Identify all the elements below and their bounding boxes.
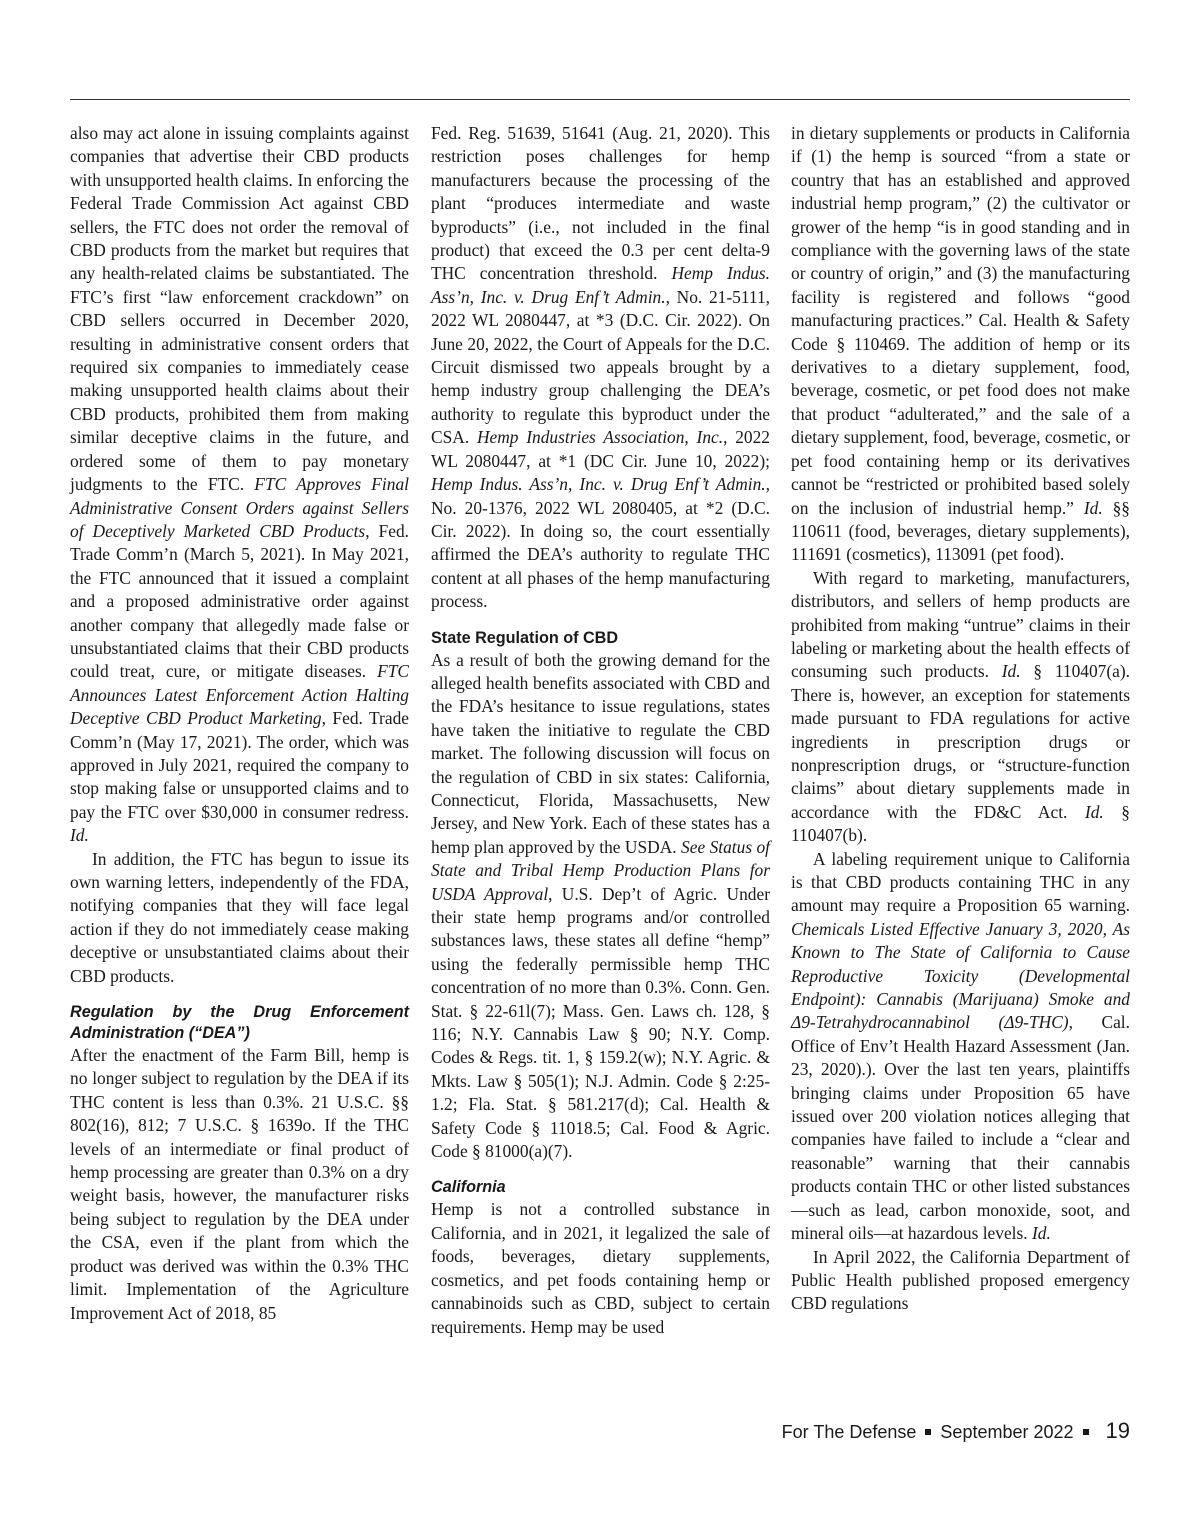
header-rule [70, 99, 1130, 100]
section-heading: California [431, 1178, 506, 1197]
paragraph: Fed. Reg. 51639, 51641 (Aug. 21, 2020). This restriction poses challenges for hemp manufacturers because the processing of the plant “produces intermediate and waste byproducts” (i.e., not included in the final product) that exceed the 0.3 per cent delta-9 THC concentration threshold. Hemp Indus. Ass’n, Inc. v. Drug Enf’t Admin., No. 21-5111, 2022 WL 2080447, at *3 (D.C. Cir. 2022). On June 20, 2022, the Court of Appeals for the D.C. Circuit dismissed two appeals brought by a hemp industry group challenging the DEA’s authority to regulate this byproduct under the CSA. Hemp Industries Association, Inc., 2022 WL 2080447, at *1 (DC Cir. June 10, 2022); Hemp Indus. Ass’n, Inc. v. Drug Enf’t Admin., No. 20-1376, 2022 WL 2080405, at *2 (D.C. Cir. 2022). In doing so, the court essentially affirmed the DEA’s authority to regulate THC content at all phases of the hemp manufacturing process. [431, 123, 771, 612]
paragraph: A labeling requirement unique to California is that CBD products containing THC in any amount may require a Proposition 65 warning. Chemicals Listed Effective January 3, 2020, As Known to The State of California to Cause Reproductive Toxicity (Developmental Endpoint): Cannabis (Marijuana) Smoke and Δ9-Tetrahydrocannabinol (Δ9-THC), Cal. Office of Env’t Health Hazard Assessment (Jan. 23, 2020).). Over the last ten years, plaintiffs bringing claims under Proposition 65 have issued over 200 violation notices alleging that companies have failed to include a “clear and reasonable” warning that their cannabis products contain THC or other listed substances—such as lead, carbon monoxide, soot, and mineral oils—at hazardous levels. Id. [791, 848, 1130, 1244]
separator-square-icon [925, 1429, 931, 1435]
section-heading: State Regulation of CBD [431, 628, 619, 647]
paragraph: As a result of both the growing demand for the alleged health benefits associated with CBD and the FDA’s hesitance to issue regulations, states have taken the initiative to regulate the CBD market. The following discussion will focus on the regulation of CBD in six states: California, Connecticut, Florida, Massachusetts, New Jersey, and New York. Each of these states has a hemp plan approved by the USDA. See Status of State and Tribal Hemp Production Plans for USDA Approval, U.S. Dep’t of Agric. Under their state hemp programs and/or controlled substances laws, these states all define “hemp” using the federally permissible hemp THC concentration of no more than 0.3%. Conn. Gen. Stat. § 22-61l(7); Mass. Gen. Laws ch. 128, § 116; N.Y. Cannabis Law § 90; N.Y. Comp. Codes & Regs. tit. 1, § 159.2(w); N.Y. Agric. & Mkts. Law § 505(1); N.J. Admin. Code § 2:25-1.2; Fla. Stat. § 581.217(d); Cal. Health & Safety Code § 11018.5; Cal. Food & Agric. Code § 81000(a)(7). [431, 649, 771, 1162]
paragraph: in dietary supplements or products in California if (1) the hemp is sourced “from a state or country that has an established and approved industrial hemp program,” (2) the cultivator or grower of the hemp “is in good standing and in compliance with the governing laws of the state or country of origin,” and (3) the manufacturing facility is registered and follows “good manufacturing practices.” Cal. Health & Safety Code § 110469. The addition of hemp or its derivatives to a dietary supplement, food, beverage, cosmetic, or pet food does not make that product “adulterated,” and the sale of a dietary supplement, food, beverage, cosmetic, or pet food containing hemp or its derivatives cannot be “restricted or prohibited based solely on the inclusion of industrial hemp.” Id. §§ 110611 (food, beverages, dietary supplements), 111691 (cosmetics), 113091 (pet food). [791, 123, 1130, 565]
publication-name: For The Defense [781, 1422, 917, 1442]
page-footer [782, 1418, 1130, 1444]
separator-square-icon [1083, 1429, 1089, 1435]
issue-date: September 2022 [940, 1422, 1074, 1442]
column-2 [431, 122, 770, 1339]
paragraph: With regard to marketing, manufacturers, distributors, and sellers of hemp products are prohibited from making “untrue” claims in their labeling or marketing about the health effects of consuming such products. Id. § 110407(a). There is, however, an exception for statements made pursuant to FDA regulations for active ingredients in prescription drugs or nonprescription drugs, or “structure-function claims” about dietary supplements made in accordance with the FD&C Act. Id. § 110407(b). [791, 567, 1131, 846]
paragraph: In April 2022, the California Department of Public Health published proposed emergency CBD regulations [791, 1246, 1130, 1314]
page-number: 19 [1105, 1418, 1130, 1443]
section-heading: Regulation by the Drug Enforcement Administration (“DEA”) [70, 1003, 409, 1043]
paragraph: also may act alone in issuing complaints against companies that advertise their CBD products with unsupported health claims. In enforcing the Federal Trade Commission Act against CBD sellers, the FTC does not order the removal of CBD products from the market but requires that any health-related claims be substantiated. The FTC’s first “law enforcement crackdown” on CBD sellers occurred in December 2020, resulting in administrative consent orders that required six companies to immediately cease making unsupported health claims about their CBD products, prohibited them from making similar deceptive claims in the future, and ordered some of them to pay monetary judgments to the FTC. FTC Approves Final Administrative Consent Orders against Sellers of Deceptively Marketed CBD Products, Fed. Trade Comm’n (March 5, 2021). In May 2021, the FTC announced that it issued a complaint and a proposed administrative order against another company that allegedly made false or unsubstantiated claims that their CBD products could treat, cure, or mitigate diseases. FTC Announces Latest Enforcement Action Halting Deceptive CBD Product Marketing, Fed. Trade Comm’n (May 17, 2021). The order, which was approved in July 2021, required the company to stop making false or unsupported claims and to pay the FTC over $30,000 in consumer redress. Id. [70, 123, 409, 846]
paragraph: Hemp is not a controlled substance in California, and in 2021, it legalized the sale of foods, beverages, dietary supplements, cosmetics, and pet foods containing hemp or cannabinoids such as CBD, subject to certain requirements. Hemp may be used [431, 1199, 770, 1337]
paragraph: In addition, the FTC has begun to issue its own warning letters, independently of the FDA, notifying companies that they will face legal action if they do not immediately cease making deceptive or unsubstantiated claims about their CBD products. [70, 848, 409, 986]
paragraph: After the enactment of the Farm Bill, hemp is no longer subject to regulation by the DEA if its THC content is less than 0.3%. 21 U.S.C. §§ 802(16), 812; 7 U.S.C. § 1639o. If the THC levels of an intermediate or final product of hemp processing are greater than 0.3% on a dry weight basis, however, the manufacturer risks being subject to regulation by the DEA under the CSA, even if the plant from which the product was derived was within the 0.3% THC limit. Implementation of the Agriculture Improvement Act of 2018, 85 [70, 1045, 409, 1323]
column-1 [70, 122, 409, 1325]
column-3 [791, 122, 1130, 1316]
